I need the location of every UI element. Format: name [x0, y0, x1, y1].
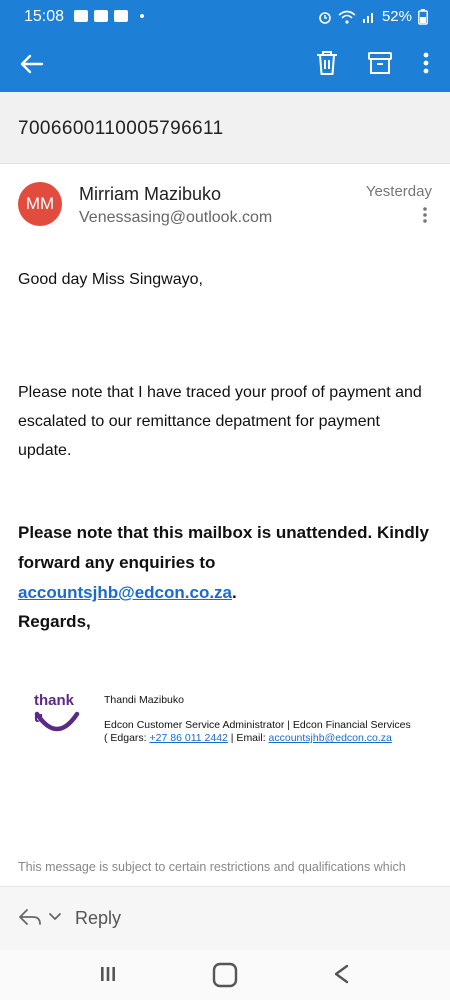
notice-text: Please note that this mailbox is unattended. Kindly forward any enquiries to	[18, 523, 429, 572]
reply-icon[interactable]	[18, 907, 42, 927]
message-more-icon[interactable]	[422, 206, 428, 224]
email-date: Yesterday	[365, 183, 432, 200]
battery-icon	[418, 9, 428, 25]
back-icon[interactable]	[332, 963, 350, 985]
signature-name: Thandi Mazibuko	[104, 694, 184, 706]
youtube-icon	[94, 10, 108, 22]
signature-email-link[interactable]: accountsjhb@edcon.co.za	[268, 732, 392, 744]
disclaimer: This message is subject to certain restrictions and qualifications which	[18, 860, 406, 874]
signature-phone-link[interactable]: +27 86 011 2442	[149, 732, 228, 744]
battery-percent: 52%	[381, 8, 412, 25]
greeting: Good day Miss Singwayo,	[18, 271, 203, 288]
gallery-icon	[74, 10, 88, 22]
status-bar	[0, 0, 450, 36]
home-icon[interactable]	[212, 962, 238, 988]
signature-title: Edcon Customer Service Administrator | Edcon Financial Services	[104, 719, 411, 731]
reply-button[interactable]: Reply	[75, 908, 122, 928]
avatar[interactable]: MM	[18, 182, 62, 226]
status-time: 15:08	[24, 8, 65, 25]
signal-icon	[362, 10, 376, 24]
reply-bar[interactable]	[0, 886, 450, 950]
logo-text: thank u	[34, 692, 75, 726]
signature-contact-prefix: ( Edgars:	[104, 732, 150, 744]
notice-suffix: .	[232, 583, 237, 602]
sender-name[interactable]: Mirriam Mazibuko	[79, 184, 222, 204]
chevron-down-icon[interactable]	[48, 911, 62, 923]
unattended-notice	[18, 518, 432, 608]
smile-icon	[34, 710, 80, 736]
sender-header	[0, 164, 450, 244]
thanku-logo	[30, 690, 86, 738]
trash-icon[interactable]	[314, 48, 340, 78]
wifi-icon	[338, 10, 356, 24]
signature-contact-mid: | Email:	[227, 732, 269, 744]
email-subject: 7006600110005796611	[18, 118, 224, 139]
paragraph: Please note that I have traced your proof of payment and escalated to our remittance depatment for payment update.	[18, 384, 422, 459]
enquiries-email-link[interactable]: accountsjhb@edcon.co.za	[18, 583, 233, 602]
alarm-icon	[318, 10, 332, 24]
navigation-bar	[0, 950, 450, 1000]
youtube-icon	[114, 10, 128, 22]
sender-email[interactable]: Venessasing@outlook.com	[79, 209, 273, 226]
subject-bar	[0, 92, 450, 164]
more-vertical-icon[interactable]	[418, 48, 434, 78]
back-arrow-icon[interactable]	[18, 50, 46, 78]
dot-icon	[140, 14, 144, 18]
recent-apps-icon[interactable]	[98, 964, 118, 984]
archive-icon[interactable]	[366, 49, 394, 77]
regards: Regards,	[18, 612, 91, 631]
email-toolbar	[0, 36, 450, 92]
